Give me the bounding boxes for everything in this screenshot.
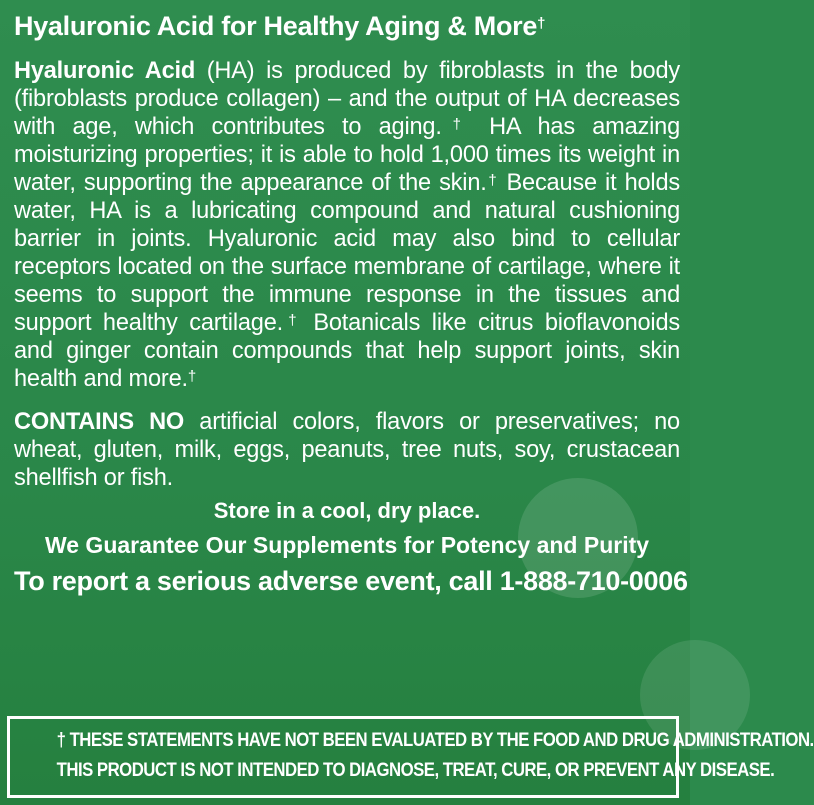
dagger-mark: † (441, 116, 472, 133)
dagger-mark: † (282, 312, 302, 329)
disclaimer-line-2: THIS PRODUCT IS NOT INTENDED TO DIAGNOSE, TREAT, CURE, OR PREVENT ANY DISEASE. (56, 759, 775, 781)
section-heading (14, 10, 680, 42)
label-content (14, 10, 688, 598)
paragraph-segment: HA has amazing moisturizing properties; it is able to hold 1,000 times its weight in water, supporting the appearance of the skin. (14, 114, 680, 196)
dagger-mark: † (537, 15, 546, 32)
paragraph-segment: Because it holds water, HA is a lubricating compound and natural cushioning barrier in joints. Hyaluronic acid may also bind to cellular receptors located on the surface membrane of cartilage, where it seems to support the immune response in the tissues and support healthy cartilage. (14, 170, 680, 336)
disclaimer-line-1: † THESE STATEMENTS HAVE NOT BEEN EVALUATED BY THE FOOD AND DRUG ADMINISTRATION. (56, 729, 814, 751)
adverse-event-notice: To report a serious adverse event, call 1-888-710-0006 (14, 566, 688, 596)
paragraph-lead: Hyaluronic Acid (14, 58, 196, 84)
paragraph-segment: Botanicals like citrus bioflavonoids and ginger contain compounds that help support joints, skin health and more. (14, 310, 680, 392)
heading-text: Hyaluronic Acid for Healthy Aging & More (14, 11, 538, 41)
description-paragraph (14, 57, 680, 393)
contains-no-paragraph (14, 408, 680, 492)
contains-no-text: artificial colors, flavors or preservatives; no wheat, gluten, milk, eggs, peanuts, tree nuts, soy, crustacean shellfish or fish. (14, 409, 680, 491)
paragraph-segment: (HA) is produced by fibroblasts in the body (fibroblasts produce collagen) – and the output of HA decreases with age, which contributes to aging. (14, 58, 681, 140)
fda-disclaimer-box (7, 716, 814, 798)
dagger-mark: † (187, 368, 197, 385)
contains-no-lead: CONTAINS NO (14, 409, 185, 435)
dagger-mark: † (486, 172, 499, 189)
storage-instruction: Store in a cool, dry place. (213, 498, 481, 523)
guarantee-statement: We Guarantee Our Supplements for Potency and Purity (44, 532, 650, 558)
